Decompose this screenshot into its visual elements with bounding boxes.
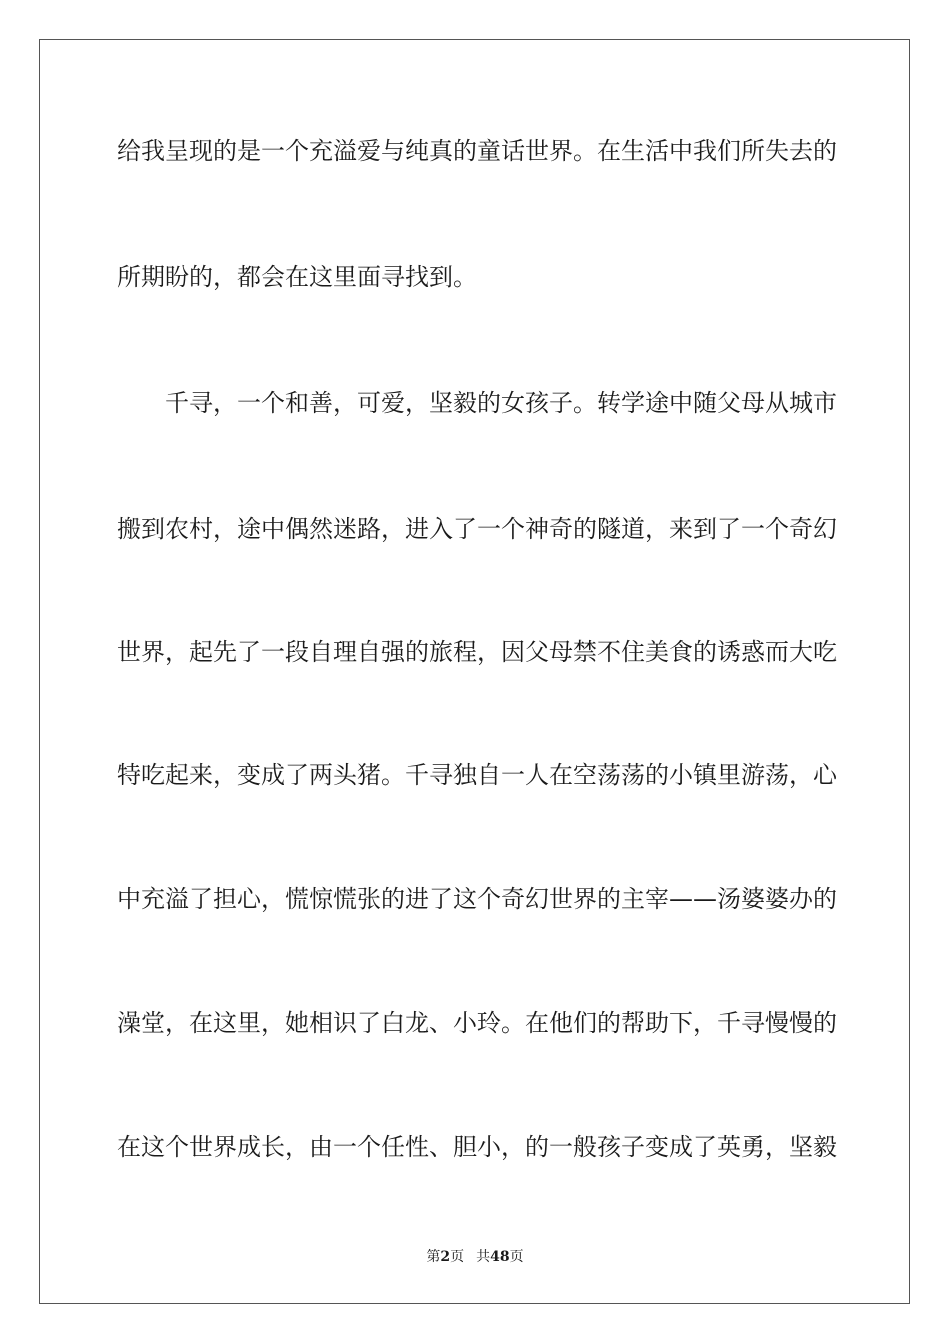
paragraph-line-6: 特吃起来，变成了两头猪。千寻独自一人在空荡荡的小镇里游荡，心 <box>117 761 837 789</box>
paragraph-line-5: 世界，起先了一段自理自强的旅程，因父母禁不住美食的诱惑而大吃 <box>117 638 837 666</box>
paragraph-line-2: 所期盼的，都会在这里面寻找到。 <box>117 263 477 291</box>
paragraph-line-7: 中充溢了担心，慌惊慌张的进了这个奇幻世界的主宰——汤婆婆办的 <box>117 885 837 913</box>
total-prefix: 共 <box>476 1249 491 1265</box>
paragraph-line-3: 千寻，一个和善，可爱，坚毅的女孩子。转学途中随父母从城市 <box>165 389 837 417</box>
page-footer <box>0 1247 950 1267</box>
paragraph-line-4: 搬到农村，途中偶然迷路，进入了一个神奇的隧道，来到了一个奇幻 <box>117 515 837 543</box>
page-border <box>39 39 910 1304</box>
total-suffix: 页 <box>509 1249 524 1265</box>
page-prefix: 第 <box>426 1249 441 1265</box>
page-suffix: 页 <box>450 1249 465 1265</box>
paragraph-line-1: 给我呈现的是一个充溢爱与纯真的童话世界。在生活中我们所失去的 <box>117 137 837 165</box>
paragraph-line-8: 澡堂，在这里，她相识了白龙、小玲。在他们的帮助下，千寻慢慢的 <box>117 1009 837 1037</box>
total-pages: 48 <box>490 1249 510 1265</box>
page-number: 2 <box>440 1249 451 1265</box>
paragraph-line-9: 在这个世界成长，由一个任性、胆小，的一般孩子变成了英勇，坚毅 <box>117 1133 837 1161</box>
